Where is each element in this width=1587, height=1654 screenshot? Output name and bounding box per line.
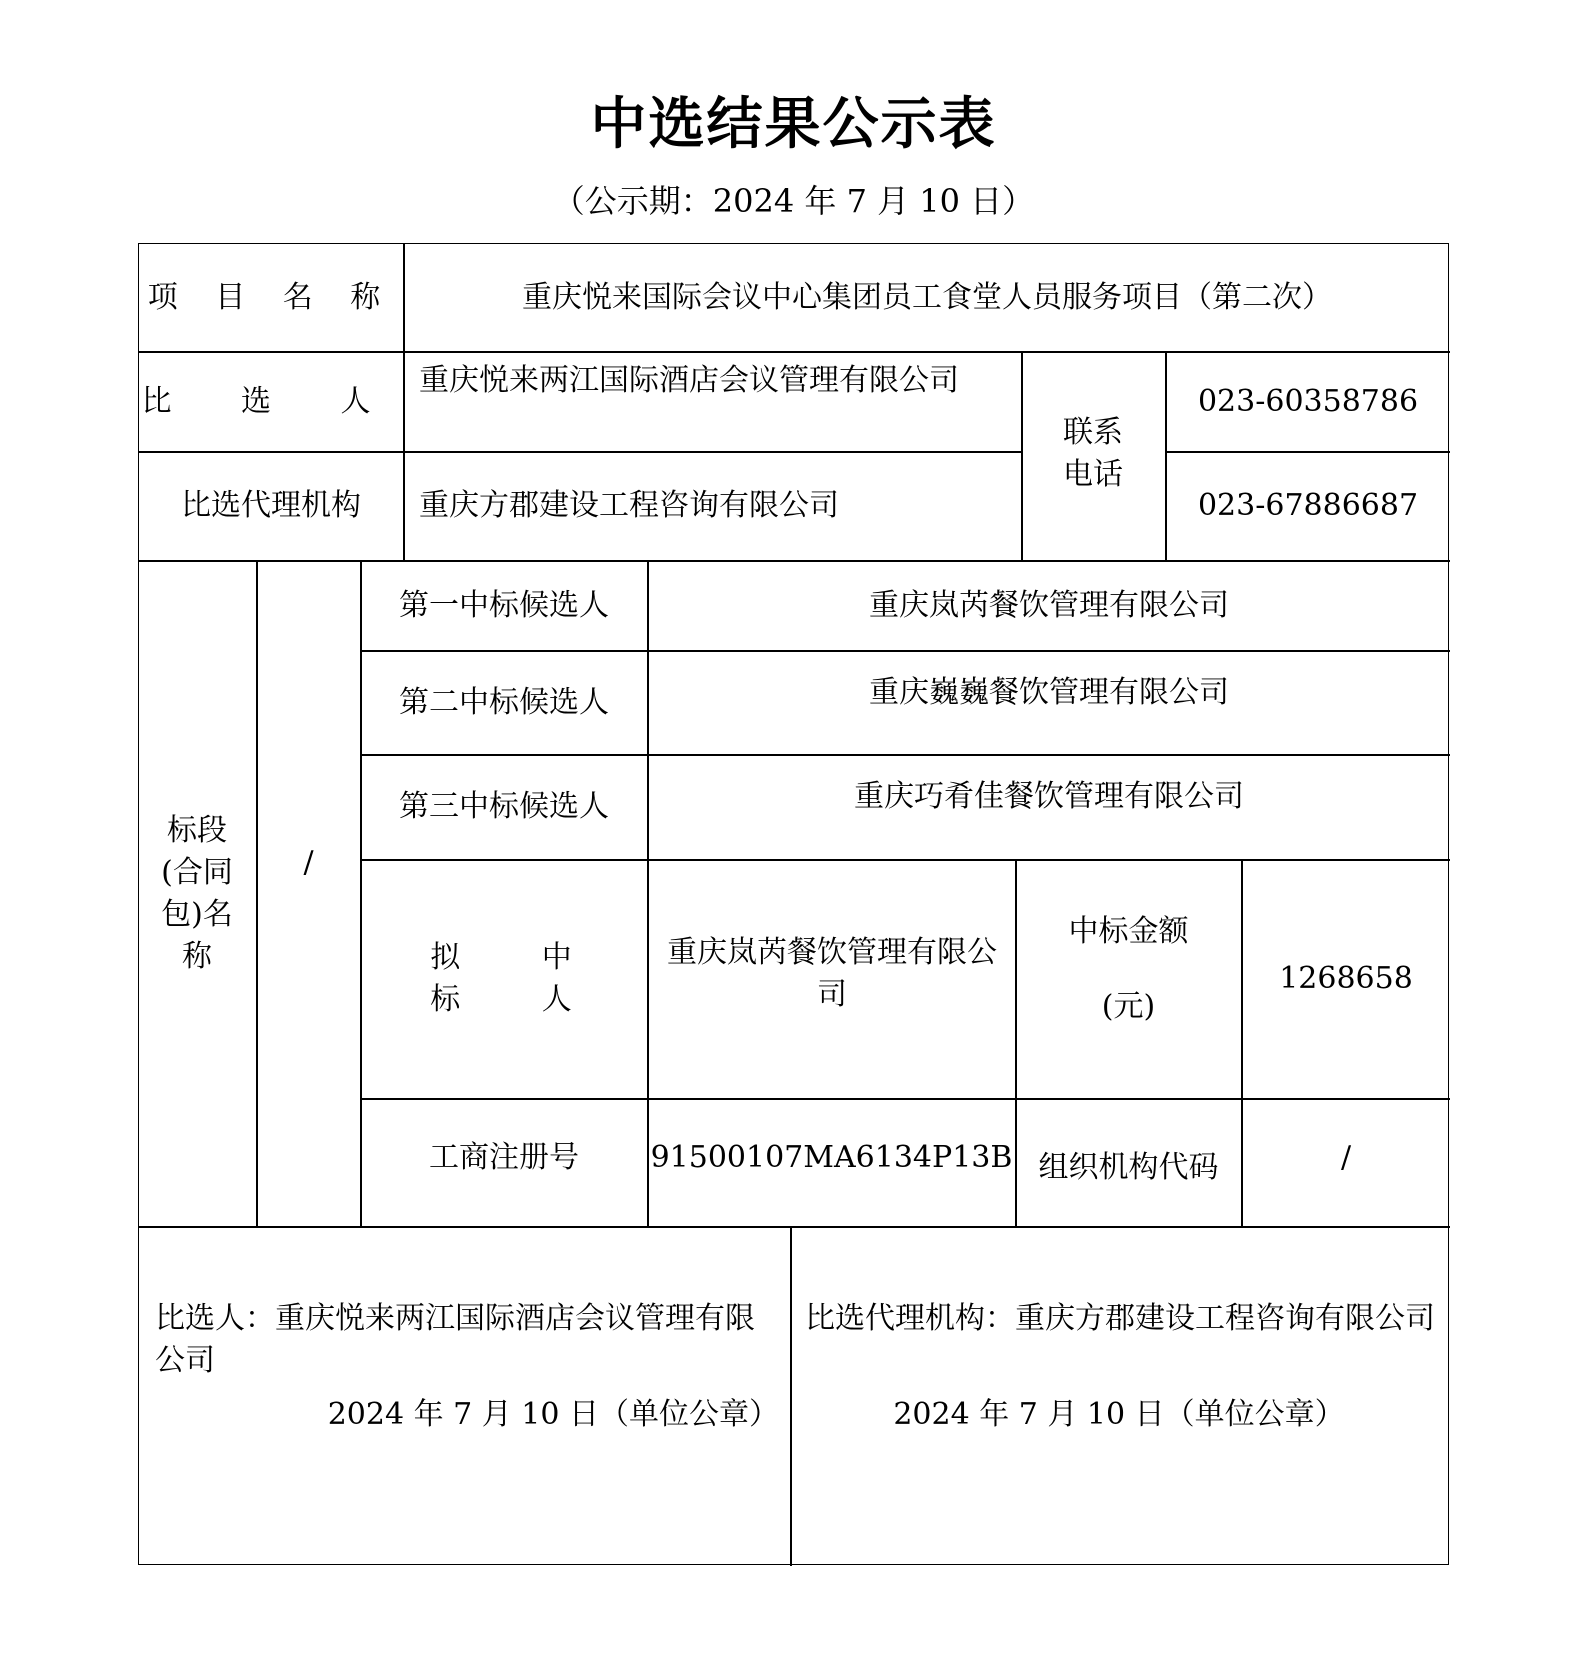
selector-signature: 比选人：重庆悦来两江国际酒店会议管理有限公司	[155, 1301, 755, 1378]
candidate-2-name: 重庆巍巍餐饮管理有限公司	[869, 674, 1229, 710]
candidate-1-name: 重庆岚芮餐饮管理有限公司	[869, 587, 1229, 623]
selector-phone: 023-60358786	[1197, 383, 1419, 419]
result-table	[138, 243, 1449, 1565]
candidate-2-rank: 第二中标候选人	[399, 684, 609, 720]
bid-amount-value: 1268658	[1279, 961, 1413, 996]
rule	[1021, 351, 1023, 560]
selector-label: 比 选 人	[141, 383, 401, 419]
winner-name: 重庆岚芮餐饮管理有限公司	[667, 935, 997, 1012]
rule	[139, 1226, 1450, 1228]
winner-label: 拟 中 标 人	[430, 940, 608, 1017]
org-code-label: 组织机构代码	[1038, 1149, 1219, 1185]
section-name-value: /	[303, 845, 314, 880]
project-name-label: 项 目 名 称	[147, 279, 395, 315]
selector-value: 重庆悦来两江国际酒店会议管理有限公司	[419, 363, 959, 398]
candidate-1-rank: 第一中标候选人	[399, 587, 609, 623]
publicity-period: （公示期：2024 年 7 月 10 日）	[552, 182, 1035, 220]
page-title: 中选结果公示表	[590, 92, 997, 157]
agency-signature: 比选代理机构：重庆方郡建设工程咨询有限公司	[805, 1301, 1435, 1336]
agency-label: 比选代理机构	[181, 488, 361, 523]
contact-phone-label: 联系电话	[1063, 415, 1123, 492]
bid-amount-unit: (元)	[1101, 989, 1156, 1024]
registration-number-value: 91500107MA6134P13B	[650, 1139, 1013, 1175]
section-name-label: 标段(合同包)名称	[161, 813, 233, 974]
project-name-value: 重庆悦来国际会议中心集团员工食堂人员服务项目（第二次）	[522, 279, 1332, 315]
rule	[790, 1226, 792, 1566]
selector-seal-date: 2024 年 7 月 10 日（单位公章）	[327, 1397, 779, 1432]
registration-number-label: 工商注册号	[429, 1139, 579, 1175]
agency-value: 重庆方郡建设工程咨询有限公司	[419, 488, 839, 523]
agency-seal-date: 2024 年 7 月 10 日（单位公章）	[893, 1397, 1345, 1432]
agency-phone: 023-67886687	[1197, 488, 1419, 523]
org-code-value: /	[1340, 1139, 1352, 1175]
bid-amount-label: 中标金额	[1068, 914, 1189, 949]
candidate-3-name: 重庆巧肴佳餐饮管理有限公司	[854, 779, 1244, 814]
candidate-3-rank: 第三中标候选人	[399, 789, 609, 824]
